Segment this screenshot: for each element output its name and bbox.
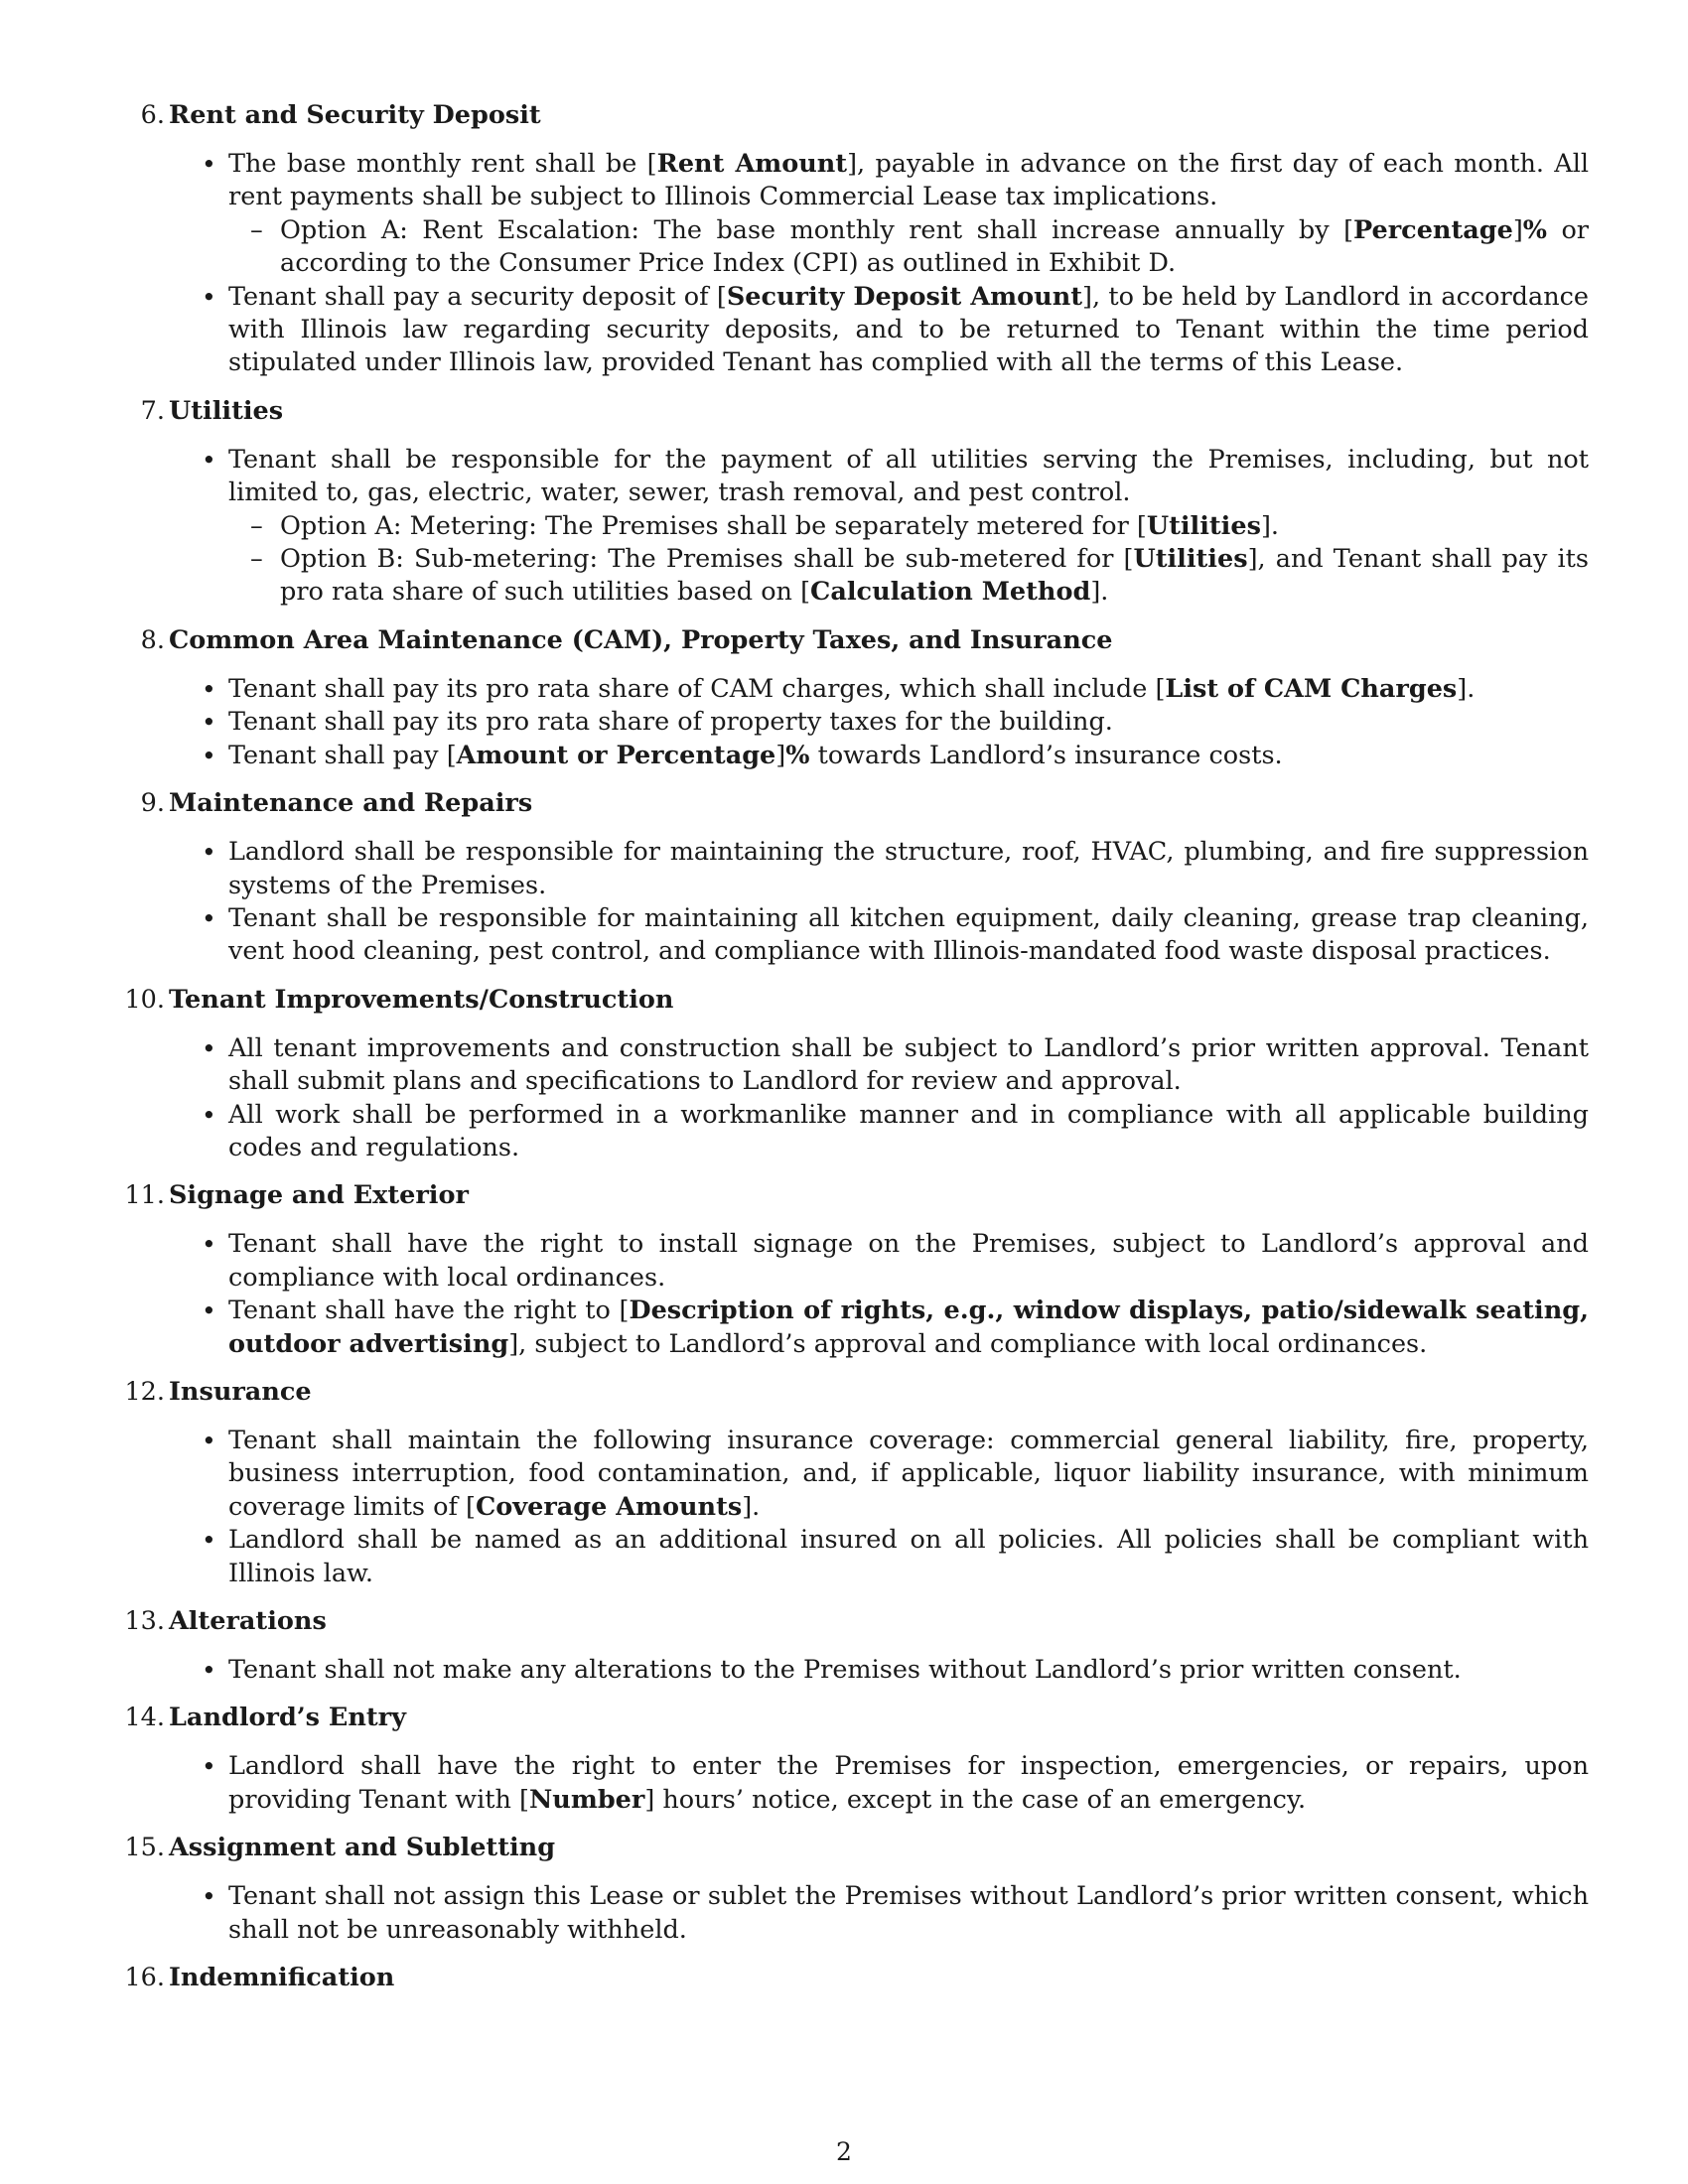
bullet-list [169,1032,1589,1165]
placeholder-field: Percentage [1353,214,1513,245]
page-number: 2 [836,2137,852,2166]
section-title: Tenant Improvements/Construction [169,984,674,1015]
placeholder-field: Rent Amount [656,149,848,179]
clause-text: Tenant shall have the right to [ [228,1296,630,1326]
bullet-list [169,1228,1589,1361]
section-heading [124,1376,1589,1410]
list-item [228,281,1589,380]
placeholder-field: % [1522,214,1547,245]
section-7 [140,395,1589,610]
section-title: Common Area Maintenance (CAM), Property Taxes, and Insurance [169,624,1113,655]
section-16 [124,1962,1589,1995]
section-number: 12. [124,1376,165,1407]
section-number: 10. [124,984,165,1015]
section-number: 7. [140,395,165,426]
placeholder-field: % [785,740,810,770]
clause-text: ] [847,149,858,179]
bullet-list [169,836,1589,969]
section-number: 9. [140,788,165,819]
clause-text: ], subject to Landlord’s approval and compliance with local ordinances. [508,1328,1428,1359]
section-12 [124,1376,1589,1590]
list-item [228,1750,1589,1817]
section-heading [140,99,1589,133]
list-item [228,1099,1589,1165]
section-heading [124,1702,1589,1735]
clause-text: Tenant shall pay a security deposit of [ [228,281,727,312]
document-body [124,99,1590,1995]
placeholder-field: Calculation Method [810,577,1091,608]
clause-text: Tenant shall have the right to install signage on the Premises, subject to Landlord’s approval and compliance with local ordinances. [228,1229,1589,1293]
section-number: 16. [124,1963,165,1993]
clause-text: Tenant shall pay its pro rata share of property taxes for the building. [228,707,1113,738]
section-13 [124,1605,1589,1687]
bullet-list [169,1880,1589,1947]
clause-text: , payable in advance on the first day of each month. All rent payments shall be subject to Illinois Commercial Lease tax implications. [228,149,1590,212]
clause-text: Tenant shall not make any alterations to the Premises without Landlord’s prior written consent. [228,1655,1462,1685]
clause-text: Tenant shall pay [ [228,740,457,770]
list-item [228,740,1589,772]
placeholder-field: Coverage Amounts [475,1491,743,1522]
list-item [228,1524,1589,1590]
list-item [228,1295,1589,1361]
section-8 [140,624,1589,772]
clause-text: ], to be held by Landlord in accordance with Illinois law regarding security deposits, and to be returned to Tenant within the time period stipulated under Illinois law, provided Tenant has complied with all the terms of this Lease. [228,281,1589,378]
placeholder-field: Number [529,1784,645,1815]
section-heading [140,395,1589,429]
sub-list-item [280,510,1589,543]
section-heading [124,1179,1589,1213]
sub-list [228,214,1589,281]
list-item [228,1425,1589,1524]
list-item [228,836,1589,902]
section-title: Utilities [169,395,284,426]
sub-list-item [280,214,1589,281]
section-heading [124,1832,1589,1865]
clause-text: Option A: Metering: The Premises shall be separately metered for [ [280,510,1147,541]
section-10 [124,984,1589,1165]
section-heading [140,624,1589,658]
section-title: Assignment and Subletting [169,1833,556,1863]
clause-text: ]. [1260,510,1280,541]
list-item [228,1228,1589,1295]
list-item [228,706,1589,739]
clause-text: The base monthly rent shall be [228,149,647,179]
list-item [228,148,1589,281]
section-14 [124,1702,1589,1817]
section-number: 6. [140,100,165,130]
placeholder-field: Description of rights, e.g., window displays, patio/sidewalk seating, outdoor advertising [228,1296,1589,1359]
bullet-list [169,1654,1589,1687]
placeholder-field: Amount or Percentage [456,740,776,770]
clause-text: ]. [1457,673,1476,704]
clause-text: ]. [1090,577,1109,608]
placeholder-field: List of CAM Charges [1165,673,1458,704]
list-item [228,1032,1589,1099]
clause-text: All work shall be performed in a workmanlike manner and in compliance with all applicable building codes and regulations. [228,1099,1589,1162]
clause-text: ], and Tenant shall pay its pro rata share of such utilities based on [ [280,544,1589,608]
section-15 [124,1832,1589,1947]
clause-text: Option B: Sub-metering: The Premises shall be sub-metered for [ [280,544,1134,575]
section-title: Maintenance and Repairs [169,788,533,819]
clause-text: ]. [742,1491,761,1522]
clause-text: Landlord shall be named as an additional insured on all policies. All policies shall be compliant with Illinois law. [228,1525,1589,1588]
clause-text: [ [646,149,657,179]
bullet-list [169,444,1589,610]
section-title: Signage and Exterior [169,1180,469,1211]
section-11 [124,1179,1589,1361]
clause-text: or according to the Consumer Price Index (CPI) as outlined in Exhibit D. [280,214,1589,279]
bullet-list [169,673,1589,772]
clause-text: Tenant shall maintain the following insurance coverage: commercial general liability, fire, property, business interruption, food contamination, and, if applicable, liquor liability insurance, with minimum coverage limits of [ [228,1425,1589,1522]
list-item [228,444,1589,610]
placeholder-field: Utilities [1146,510,1261,541]
clause-text: towards Landlord’s insurance costs. [809,740,1283,770]
clause-text: Tenant shall pay its pro rata share of CAM charges, which shall include [ [228,673,1166,704]
sub-list-item [280,543,1589,610]
section-number: 11. [124,1180,165,1211]
section-title: Rent and Security Deposit [169,100,541,130]
section-title: Insurance [169,1376,312,1407]
section-heading [124,1605,1589,1639]
clause-text: ] hours’ notice, except in the case of an emergency. [644,1784,1307,1815]
clause-text: Landlord shall be responsible for maintaining the structure, roof, HVAC, plumbing, and fire suppression systems of the Premises. [228,837,1589,900]
bullet-list [169,1425,1589,1590]
section-title: Alterations [169,1606,327,1636]
bullet-list [169,1750,1589,1817]
section-9 [140,787,1589,969]
list-item [228,673,1589,706]
section-number: 15. [124,1833,165,1863]
section-heading [124,984,1589,1018]
section-title: Landlord’s Entry [169,1703,406,1733]
clause-text: Tenant shall be responsible for maintaining all kitchen equipment, daily cleaning, grease trap cleaning, vent hood cleaning, pest control, and compliance with Illinois-mandated food waste disposal practices. [228,902,1589,967]
clause-text: Landlord shall have the right to enter the Premises for inspection, emergencies, or repairs, upon providing Tenant with [ [228,1751,1589,1815]
section-number: 14. [124,1703,165,1733]
section-heading [140,787,1589,821]
sub-list [228,510,1589,610]
section-title: Indemnification [169,1963,395,1993]
section-6 [140,99,1590,380]
list-item [228,1880,1589,1947]
section-number: 13. [124,1606,165,1636]
clause-text: Tenant shall not assign this Lease or sublet the Premises without Landlord’s prior written consent, which shall not be unreasonably withheld. [228,1881,1589,1945]
clause-text: ] [775,740,786,770]
section-heading [124,1962,1589,1995]
list-item [228,902,1589,969]
clause-text: Tenant shall be responsible for the payment of all utilities serving the Premises, including, but not limited to, gas, electric, water, sewer, trash removal, and pest control. [228,444,1589,508]
clause-text: Option A: Rent Escalation: The base monthly rent shall increase annually by [ [280,214,1354,245]
bullet-list [169,148,1589,380]
list-item [228,1654,1589,1687]
clause-text: ] [1512,214,1523,245]
section-number: 8. [140,624,165,655]
placeholder-field: Security Deposit Amount [726,281,1083,312]
placeholder-field: Utilities [1133,544,1248,575]
clause-text: All tenant improvements and construction shall be subject to Landlord’s prior written approval. Tenant shall submit plans and specifications to Landlord for review and approval. [228,1032,1589,1097]
